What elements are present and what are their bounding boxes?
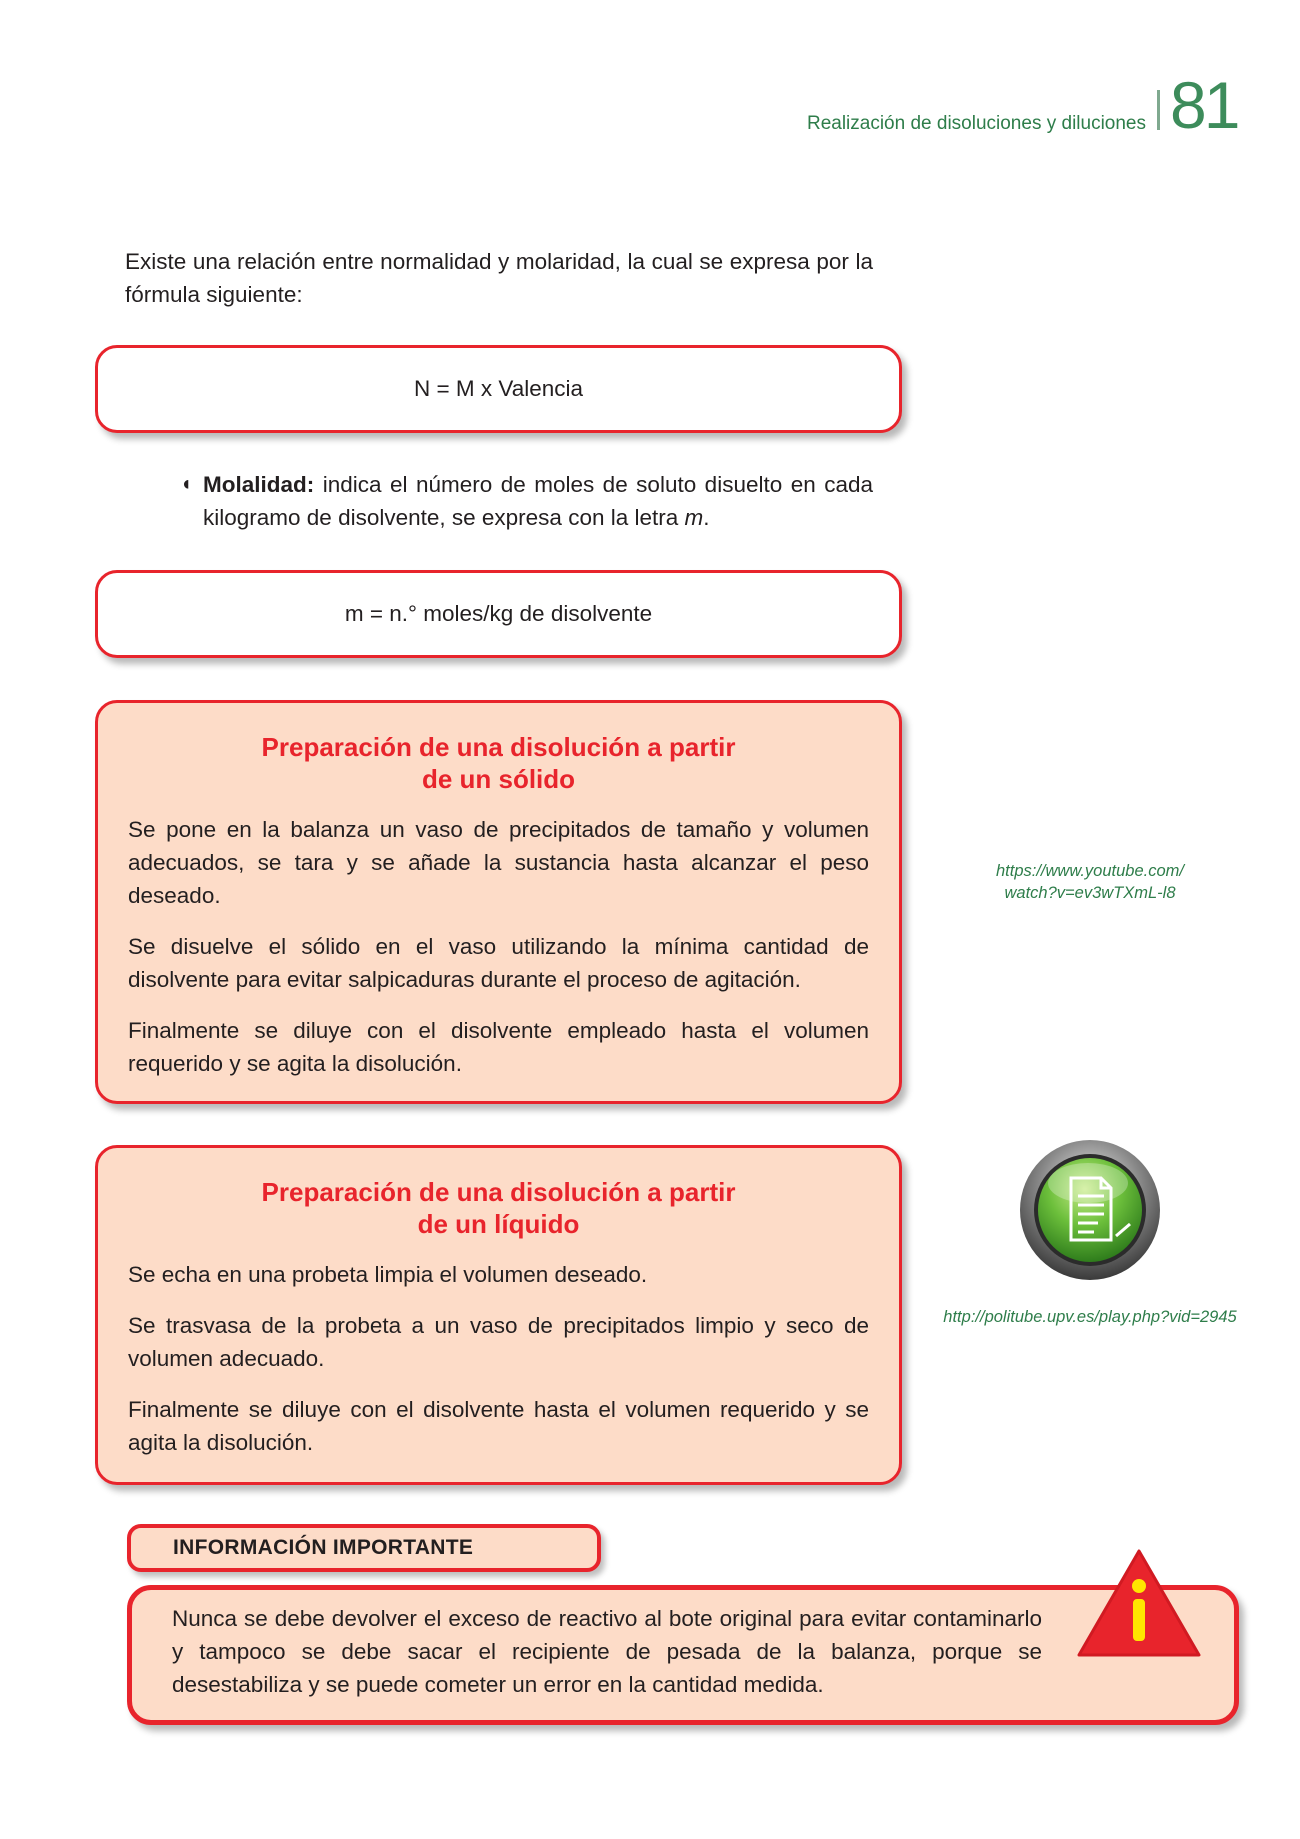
prep-solid-title — [128, 731, 869, 795]
document-icon[interactable] — [1018, 1138, 1162, 1282]
youtube-link[interactable] — [960, 860, 1220, 904]
molality-letter: m — [684, 505, 704, 530]
youtube-link-line2[interactable]: watch?v=ev3wTXmL-l8 — [1004, 884, 1176, 902]
prep-liquid-box — [95, 1145, 902, 1485]
youtube-link-line1[interactable]: https://www.youtube.com/ — [995, 862, 1184, 880]
prep-liquid-paragraph: Finalmente se diluye con el disolvente hasta el volumen requerido y se agita la disolución. — [128, 1397, 869, 1455]
politube-link[interactable]: http://politube.upv.es/play.php?vid=2945 — [943, 1308, 1237, 1326]
prep-liquid-paragraph: Se trasvasa de la probeta a un vaso de precipitados limpio y seco de volumen adecuado. — [128, 1313, 869, 1371]
section-title: Realización de disoluciones y diluciones — [806, 113, 1146, 134]
molality-definition — [203, 468, 873, 534]
prep-liquid-title-line2: de un líquido — [417, 1209, 580, 1239]
prep-liquid-paragraph: Se echa en una probeta limpia el volumen deseado. — [128, 1262, 648, 1287]
header-divider — [1157, 90, 1160, 130]
formula-molality: m = n.° moles/kg de disolvente — [344, 601, 653, 626]
page-number: 81 — [1170, 68, 1238, 142]
prep-solid-paragraph: Se disuelve el sólido en el vaso utilizando la mínima cantidad de disolvente para evitar salpicaduras durante el proceso de agitación. — [128, 934, 869, 992]
formula-box-molality — [95, 570, 902, 658]
prep-liquid-title-line1: Preparación de una disolución a partir — [261, 1177, 736, 1207]
molality-term: Molalidad: — [203, 472, 315, 497]
prep-solid-title-line2: de un sólido — [421, 764, 576, 794]
intro-paragraph: Existe una relación entre normalidad y molaridad, la cual se expresa por la fórmula siguiente: — [125, 249, 873, 307]
prep-solid-box — [95, 700, 902, 1104]
prep-solid-paragraph: Finalmente se diluye con el disolvente empleado hasta el volumen requerido y se agita la disolución. — [128, 1018, 869, 1076]
prep-solid-paragraph: Se pone en la balanza un vaso de precipitados de tamaño y volumen adecuados, se tara y se añade la sustancia hasta alcanzar el peso deseado. — [128, 817, 869, 908]
important-info-label: INFORMACIÓN IMPORTANTE — [127, 1524, 601, 1572]
formula-normality: N = M x Valencia — [413, 376, 584, 401]
prep-solid-title-line1: Preparación de una disolución a partir — [261, 732, 736, 762]
warning-icon — [1075, 1547, 1203, 1659]
molality-text-end: . — [703, 505, 710, 530]
prep-liquid-title — [128, 1176, 869, 1240]
bullet-icon: ◖ — [180, 473, 193, 495]
important-info-text: Nunca se debe devolver el exceso de reactivo al bote original para evitar contaminarlo y tampoco se debe sacar el recipiente de pesada de la balanza, porque se desestabiliza y se puede cometer un error en la cantidad medida. — [172, 1606, 1042, 1697]
molality-text: indica el número de moles de soluto disuelto en cada kilogramo de disolvente, se expresa con la letra — [203, 472, 873, 530]
formula-box-normality — [95, 345, 902, 433]
